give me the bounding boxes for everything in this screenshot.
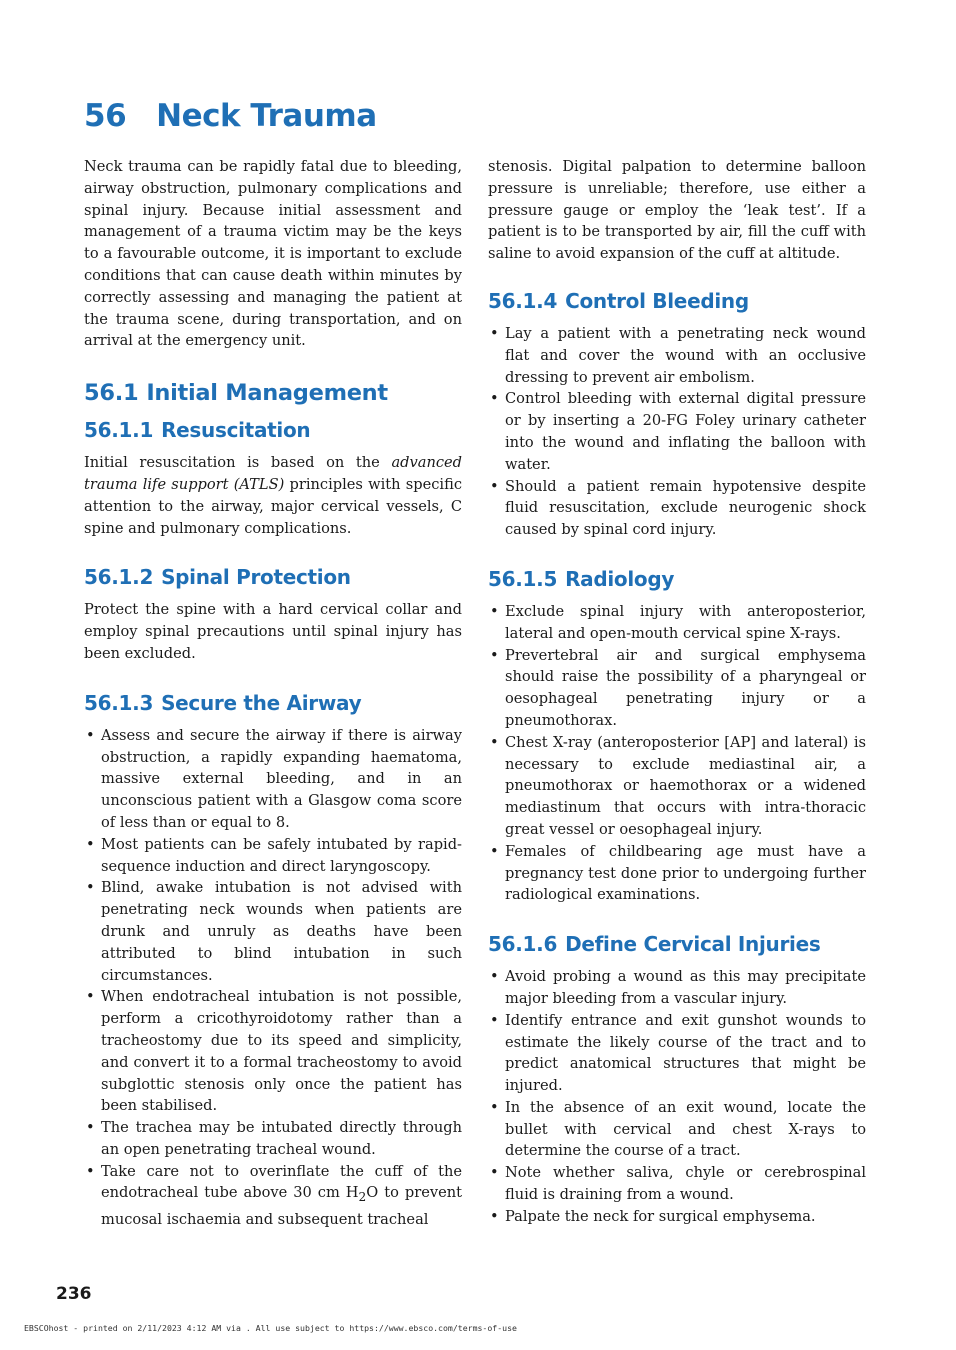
cervical-injuries-list [488, 966, 866, 1228]
chapter-title-text: Neck Trauma [156, 98, 377, 134]
chapter-title [84, 98, 377, 134]
resuscitation-text-end: principles with specific attention to the airway, major cervical vessels, C spine and pulmonary complications. [84, 475, 462, 537]
resuscitation-paragraph [84, 452, 462, 539]
footer-note: EBSCOhost - printed on 2/11/2023 4:12 AM via . All use subject to https://www.ebsco.com/terms-of-use [24, 1323, 517, 1333]
subsection-number: 56.1.2 [84, 565, 154, 590]
subsection-title: Resuscitation [161, 418, 311, 443]
list-item: • Note whether saliva, chyle or cerebrospinal fluid is draining from a wound. [488, 1162, 866, 1206]
subsection-number: 56.1.4 [488, 288, 558, 313]
list-item: • When endotracheal intubation is not possible, perform a cricothyroidotomy rather than a tracheostomy due to its speed and simplicity, and convert it to a formal tracheostomy to avoid subglottic stenosis only once the patient has been stabilised. [84, 986, 462, 1117]
subsection-title: Define Cervical Injuries [565, 932, 821, 957]
radiology-list [488, 601, 866, 906]
section-heading-initial-management [84, 380, 462, 406]
list-item: • Prevertebral air and surgical emphysema should raise the possibility of a pharyngeal or oesophageal penetrating injury or a pneumothorax. [488, 645, 866, 732]
list-item: • Lay a patient with a penetrating neck wound flat and cover the wound with an occlusive dressing to prevent air embolism. [488, 323, 866, 388]
page-number: 236 [56, 1284, 92, 1304]
section-title: Initial Management [146, 380, 388, 407]
list-item-text: Take care not to overinflate the cuff of the endotracheal tube above 30 cm H [101, 1162, 462, 1202]
subsection-heading-spinal-protection [84, 565, 462, 589]
list-item: • Most patients can be safely intubated by rapid-sequence induction and direct laryngoscopy. [84, 834, 462, 878]
list-item: • Blind, awake intubation is not advised with penetrating neck wounds when patients are drunk and unruly as deaths have been attributed to blind intubation in such circumstances. [84, 877, 462, 986]
list-item: • Should a patient remain hypotensive despite fluid resuscitation, exclude neurogenic shock caused by spinal cord injury. [488, 476, 866, 541]
subsection-title: Radiology [565, 566, 675, 591]
subsection-heading-secure-airway [84, 691, 462, 715]
subsection-number: 56.1.6 [488, 932, 558, 957]
subsection-title: Control Bleeding [565, 288, 749, 313]
resuscitation-text-start: Initial resuscitation is based on the [84, 454, 392, 472]
subscript: 2 [358, 1190, 367, 1205]
list-item-text: O to prevent mucosal ischaemia and subsequent tracheal [101, 1184, 462, 1229]
list-item: • Identify entrance and exit gunshot wounds to estimate the likely course of the tract and to predict anatomical structures that might be injured. [488, 1010, 866, 1097]
atls-term: advanced trauma life support (ATLS) [84, 454, 462, 493]
intro-paragraph: Neck trauma can be rapidly fatal due to bleeding, airway obstruction, pulmonary complications and spinal injury. Because initial assessment and management of a trauma victim may be the keys to a favourable outcome, it is important to exclude conditions that can cause death within minutes by correctly assessing and managing the patient at the trauma scene, during transportation, and on arrival at the emergency unit. [84, 158, 462, 350]
subsection-title: Spinal Protection [161, 565, 351, 590]
subsection-number: 56.1.1 [84, 418, 154, 443]
list-item: • In the absence of an exit wound, locate the bullet with cervical and chest X-rays to determine the course of a tract. [488, 1097, 866, 1162]
section-number: 56.1 [84, 380, 139, 407]
spinal-protection-paragraph: Protect the spine with a hard cervical collar and employ spinal precautions until spinal injury has been excluded. [84, 601, 462, 662]
continuation-paragraph: stenosis. Digital palpation to determine balloon pressure is unreliable; therefore, use either a pressure gauge or employ the ‘leak test’. If a patient is to be transported by air, fill the cuff with saline to avoid expansion of the cuff at altitude. [488, 158, 866, 263]
subsection-number: 56.1.3 [84, 690, 154, 715]
list-item: • The trachea may be intubated directly through an open penetrating tracheal wound. [84, 1117, 462, 1161]
list-item: • Control bleeding with external digital pressure or by inserting a 20-FG Foley urinary catheter into the wound and inflating the balloon with water. [488, 388, 866, 475]
airway-list [84, 725, 462, 1231]
right-column [488, 156, 866, 1228]
subsection-heading-control-bleeding [488, 289, 866, 313]
subsection-title: Secure the Airway [161, 690, 362, 715]
list-item: • Exclude spinal injury with anteroposterior, lateral and open-mouth cervical spine X-rays. [488, 601, 866, 645]
subsection-number: 56.1.5 [488, 566, 558, 591]
subsection-heading-cervical-injuries [488, 932, 866, 956]
list-item [84, 1161, 462, 1231]
list-item: • Avoid probing a wound as this may precipitate major bleeding from a vascular injury. [488, 966, 866, 1010]
bleeding-list [488, 323, 866, 541]
list-item: • Chest X-ray (anteroposterior [AP] and lateral) is necessary to exclude mediastinal air, a pneumothorax or haemothorax or a widened mediastinum that occurs with intra-thoracic great vessel or oesophageal injury. [488, 732, 866, 841]
list-item: • Females of childbearing age must have a pregnancy test done prior to undergoing further radiological examinations. [488, 841, 866, 906]
chapter-number: 56 [84, 98, 127, 134]
subsection-heading-resuscitation [84, 418, 462, 442]
subsection-heading-radiology [488, 567, 866, 591]
list-item: • Palpate the neck for surgical emphysema. [488, 1206, 866, 1228]
left-column [84, 156, 462, 1231]
list-item: • Assess and secure the airway if there is airway obstruction, a rapidly expanding haematoma, massive external bleeding, and in an unconscious patient with a Glasgow coma score of less than or equal to 8. [84, 725, 462, 834]
